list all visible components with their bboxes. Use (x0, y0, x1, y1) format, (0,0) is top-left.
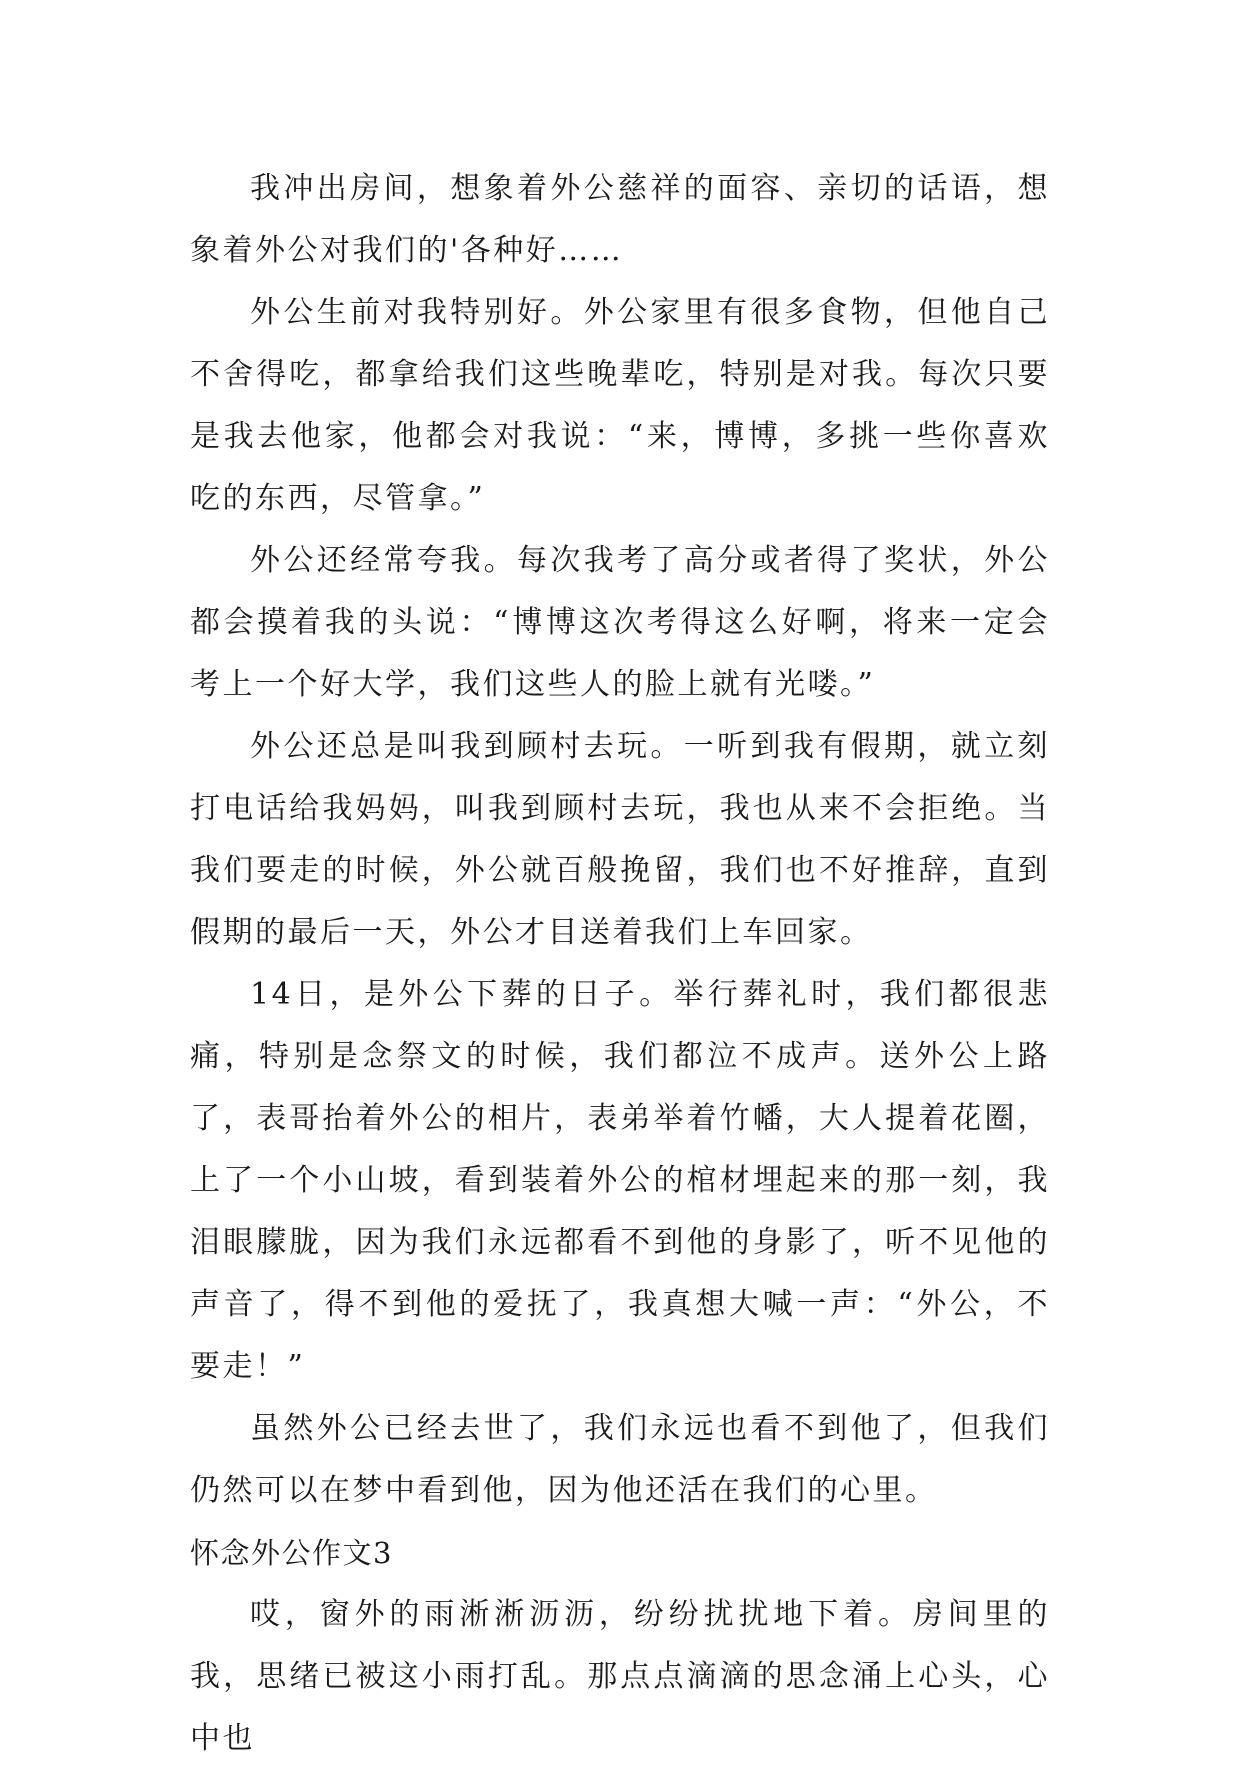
paragraph: 外公生前对我特别好。外公家里有很多食物，但他自己不舍得吃，都拿给我们这些晚辈吃，特别是对我。每次只要是我去他家，他都会对我说：“来，博博，多挑一些你喜欢吃的东西，尽管拿。” (190, 295, 1050, 516)
section-heading: 怀念外公作文3 (190, 1536, 393, 1570)
paragraph: 哎，窗外的雨淅淅沥沥，纷纷扰扰地下着。房间里的我，思绪已被这小雨打乱。那点点滴滴的思念涌上心头，心中也 (190, 1597, 1050, 1756)
document-body (190, 158, 1050, 1770)
paragraph: 我冲出房间，想象着外公慈祥的面容、亲切的话语，想象着外公对我们的'各种好…… (190, 171, 1050, 268)
paragraph: 虽然外公已经去世了，我们永远也看不到他了，但我们仍然可以在梦中看到他，因为他还活在我们的心里。 (190, 1411, 1050, 1508)
paragraph: 14日，是外公下葬的日子。举行葬礼时，我们都很悲痛，特别是念祭文的时候，我们都泣不成声。送外公上路了，表哥抬着外公的相片，表弟举着竹幡，大人提着花圈，上了一个小山坡，看到装着外公的棺材埋起来的那一刻，我泪眼朦胧，因为我们永远都看不到他的身影了，听不见他的声音了，得不到他的爱抚了，我真想大喊一声：“外公，不要走！” (190, 977, 1050, 1384)
paragraph: 外公还经常夸我。每次我考了高分或者得了奖状，外公都会摸着我的头说：“博博这次考得这么好啊，将来一定会考上一个好大学，我们这些人的脸上就有光喽。” (190, 543, 1050, 702)
paragraph: 外公还总是叫我到顾村去玩。一听到我有假期，就立刻打电话给我妈妈，叫我到顾村去玩，我也从来不会拒绝。当我们要走的时候，外公就百般挽留，我们也不好推辞，直到假期的最后一天，外公才目送着我们上车回家。 (190, 729, 1050, 950)
